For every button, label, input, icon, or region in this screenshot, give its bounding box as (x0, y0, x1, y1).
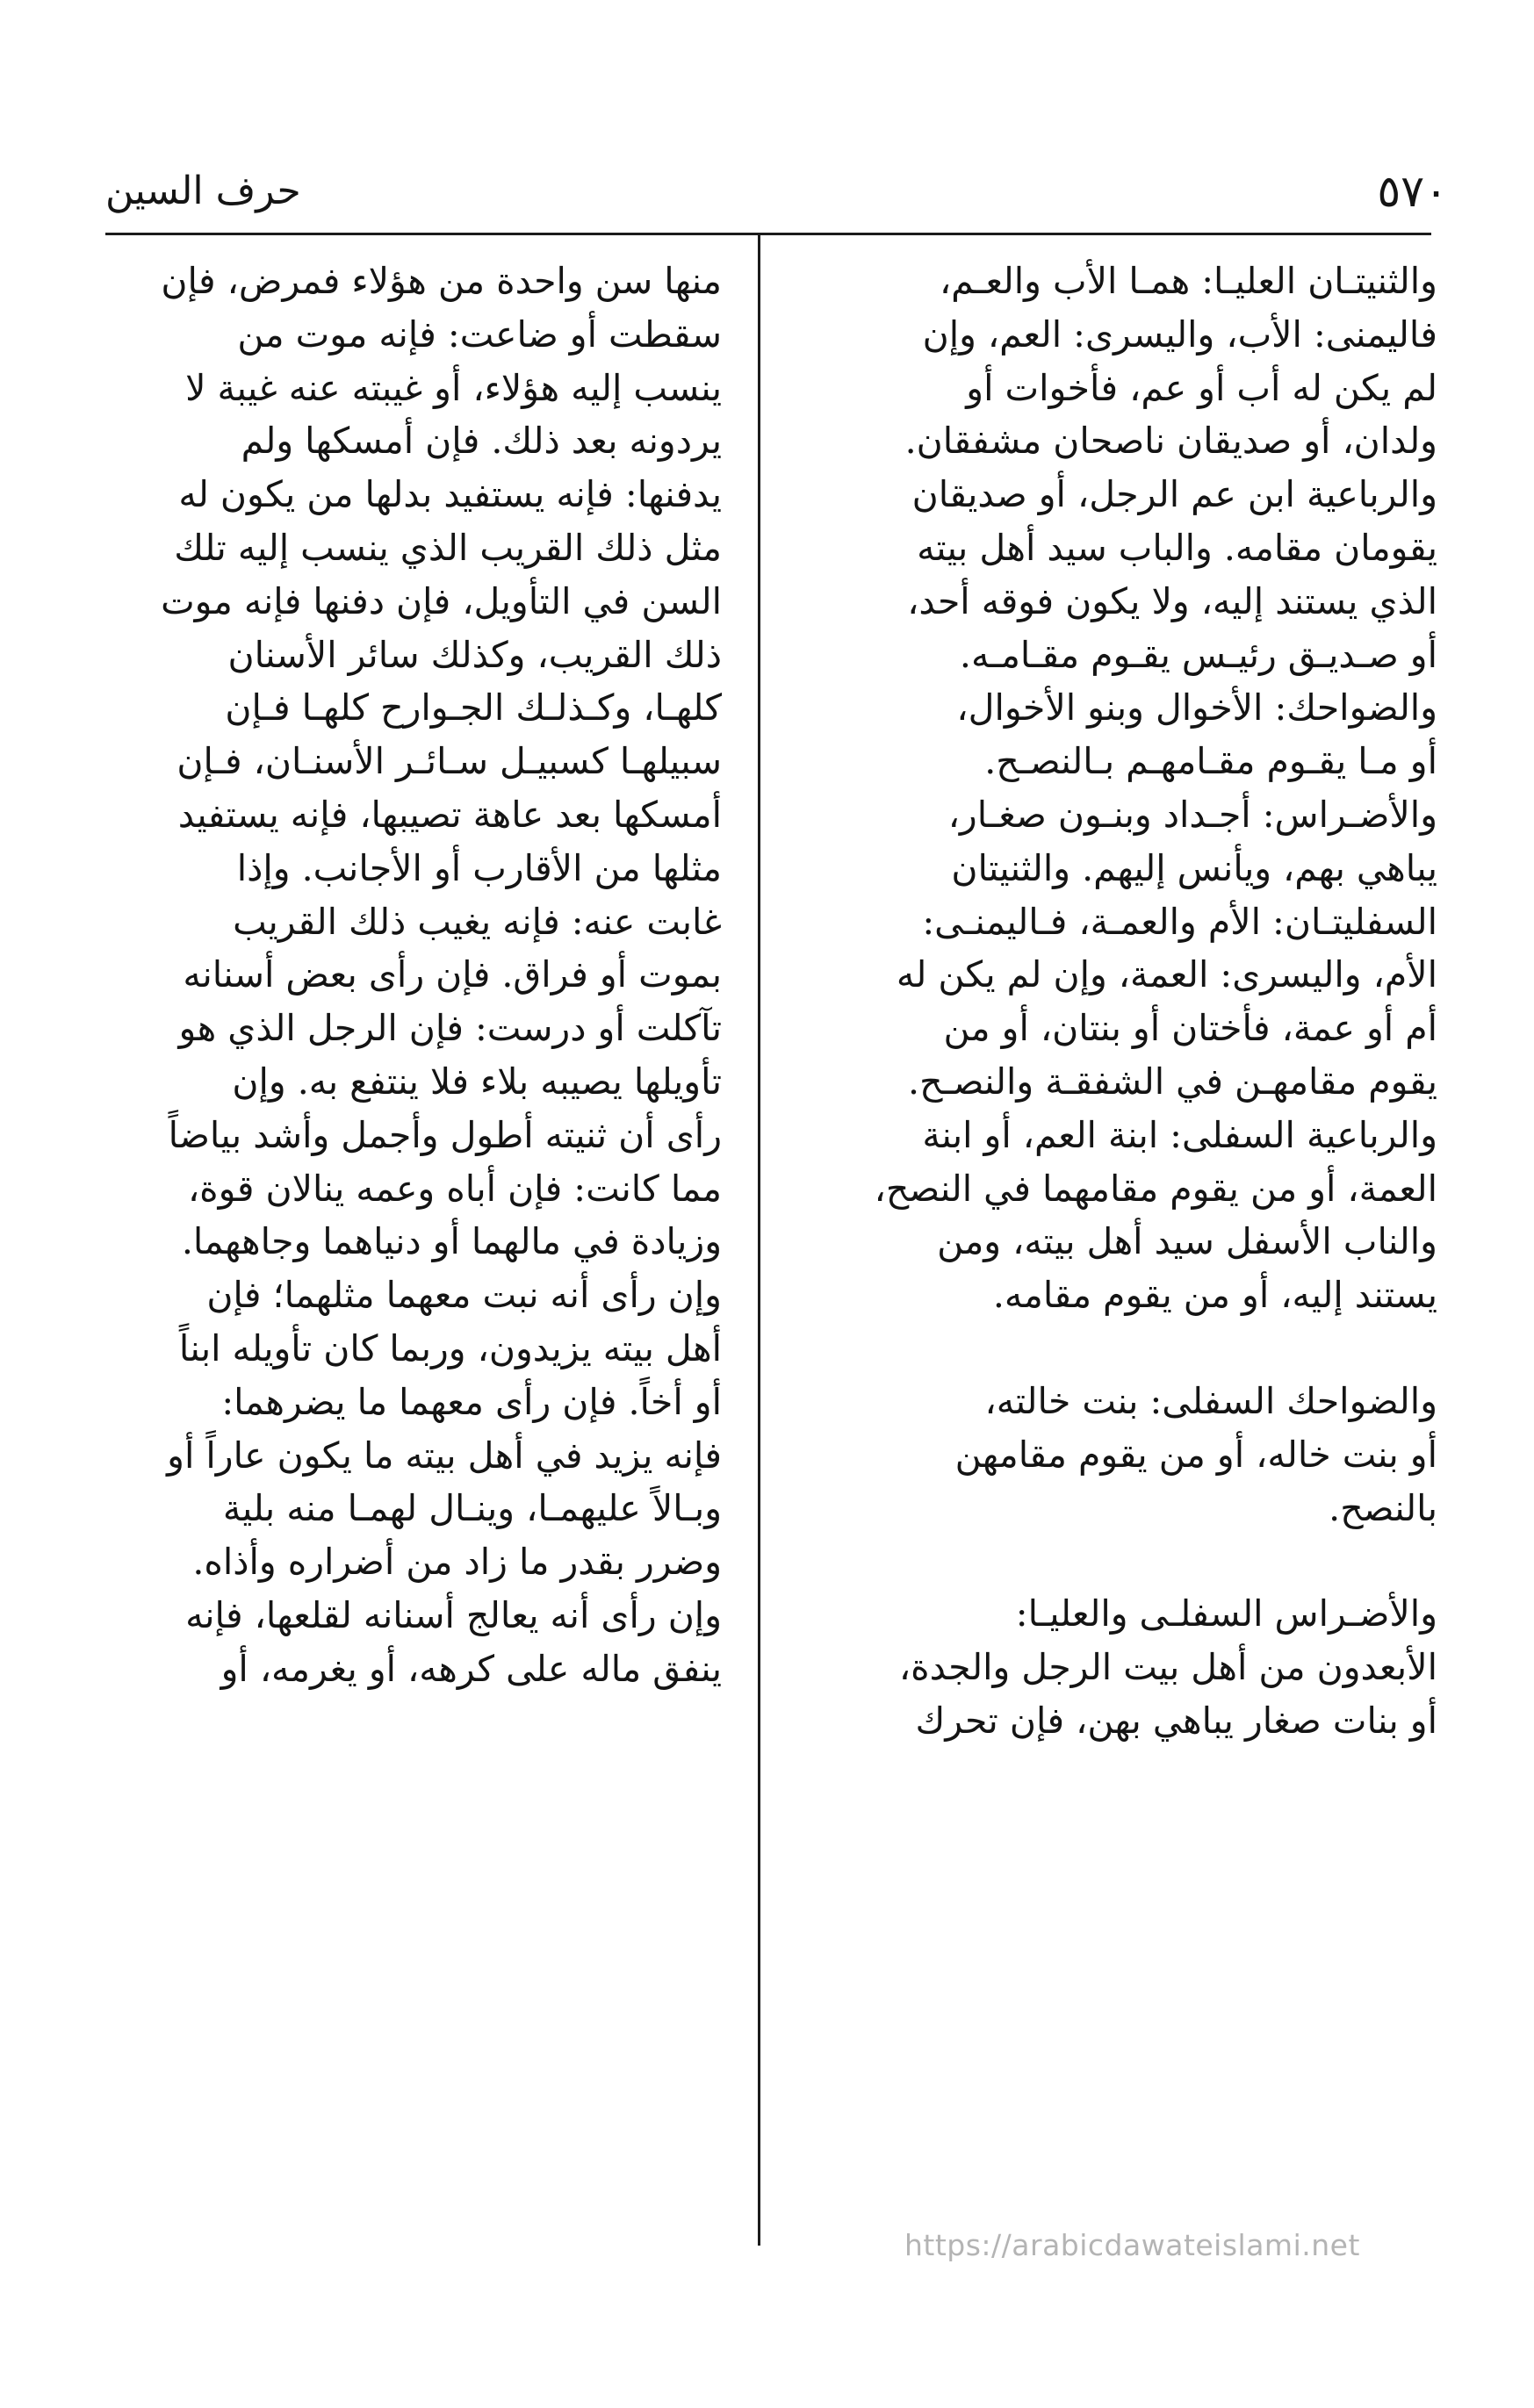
text-line: الأبعدون من أهل بيت الرجل والجدة، (898, 1646, 1437, 1689)
watermark: https://arabicdawateislami.net (904, 2228, 1360, 2262)
text-line: ينسب إليه هؤلاء، أو غيبته عنه غيبة لا (185, 366, 722, 409)
text-line: وزيادة في مالهما أو دنياهما وجاههما. (181, 1220, 722, 1263)
text-line: أو أخاً. فإن رأى معهما ما يضرهما: (221, 1380, 722, 1423)
paragraph (840, 255, 1437, 1322)
text-line: يقوم مقامهـن في الشفقـة والنصـح. (908, 1060, 1437, 1103)
text-line: يدفنها: فإنه يستفيد بدلها من يكون له (178, 473, 722, 516)
text-line: مما كانت: فإن أباه وعمه ينالان قوة، (187, 1167, 722, 1210)
text-line: بالنصح. (1329, 1486, 1437, 1529)
text-line: ذلك القريب، وكذلك سائر الأسنان (227, 633, 722, 676)
column-divider (758, 235, 760, 2246)
text-line: والناب الأسفل سيد أهل بيته، ومن (937, 1220, 1437, 1263)
header-rule (105, 233, 1431, 235)
text-line: العمة، أو من يقوم مقامهما في النصح، (874, 1167, 1437, 1210)
text-line: الأم، واليسرى: العمة، وإن لم يكن له (896, 953, 1437, 996)
text-line: سبيلهـا كسبيـل سـائـر الأسنـان، فـإن (176, 740, 722, 783)
paragraph-gap (840, 1322, 1437, 1375)
text-line: والرباعية ابن عم الرجل، أو صديقان (911, 473, 1437, 516)
text-line: فاليمنى: الأب، واليسرى: العم، وإن (922, 313, 1437, 356)
text-line: أهل بيته يزيدون، وربما كان تأويله ابناً (178, 1326, 722, 1369)
text-line: وبـالاً عليهمـا، وينـال لهمـا منه بلية (222, 1487, 722, 1530)
chapter-title: حرف السين (105, 169, 301, 213)
paragraph-gap (840, 1535, 1437, 1587)
text-line: والأضـراس السفلـى والعليـا: (1015, 1592, 1437, 1635)
text-line: ينفق ماله على كرهه، أو يغرمه، أو (220, 1647, 722, 1690)
text-line: وإن رأى أنه نبت معهما مثلهما؛ فإن (206, 1274, 722, 1317)
text-line: رأى أن ثنيته أطول وأجمل وأشد بياضاً (168, 1113, 722, 1156)
page-number: ٥٧٠ (1377, 166, 1448, 217)
text-line: ولدان، أو صديقان ناصحان مشفقان. (904, 420, 1437, 463)
text-line: تآكلت أو درست: فإن الرجل الذي هو (178, 1007, 722, 1050)
paragraph (840, 1587, 1437, 1747)
text-line: أو بنات صغار يباهي بهن، فإن تحرك (915, 1699, 1437, 1742)
text-line: السفليتـان: الأم والعمـة، فـاليمنـى: (922, 900, 1437, 943)
text-line: يباهي بهم، ويأنس إليهم. والثنيتان (951, 846, 1437, 889)
text-line: مثل ذلك القريب الذي ينسب إليه تلك (174, 526, 722, 569)
text-line: أمسكها بعد عاهة تصيبها، فإنه يستفيد (177, 793, 722, 836)
text-line: والرباعية السفلى: ابنة العم، أو ابنة (922, 1113, 1437, 1156)
text-line: وضرر بقدر ما زاد من أضراره وأذاه. (192, 1541, 722, 1584)
right-column (840, 255, 1437, 1748)
text-line: وإن رأى أنه يعالج أسنانه لقلعها، فإنه (185, 1593, 722, 1636)
paragraph (840, 1375, 1437, 1535)
text-line: لم يكن له أب أو عم، فأخوات أو (966, 366, 1437, 409)
left-column (107, 255, 722, 1696)
text-line: الذي يستند إليه، ولا يكون فوقه أحد، (907, 579, 1437, 622)
text-line: والضواحك السفلى: بنت خالته، (984, 1379, 1437, 1422)
text-line: السن في التأويل، فإن دفنها فإنه موت (161, 579, 722, 622)
text-line: أم أو عمة، فأختان أو بنتان، أو من (943, 1007, 1437, 1050)
text-line: سقطت أو ضاعت: فإنه موت من (237, 313, 722, 356)
text-line: تأويلها يصيبه بلاء فلا ينتفع به. وإن (232, 1060, 722, 1103)
text-line: بموت أو فراق. فإن رأى بعض أسنانه (183, 953, 722, 996)
text-line: فإنه يزيد في أهل بيته ما يكون عاراً أو (167, 1434, 722, 1477)
text-line: والأضـراس: أجـداد وبنـون صغـار، (947, 793, 1437, 836)
text-line: مثلها من الأقارب أو الأجانب. وإذا (236, 846, 722, 889)
text-line: يستند إليه، أو من يقوم مقامه. (992, 1274, 1437, 1317)
text-line: أو بنت خاله، أو من يقوم مقامهن (954, 1433, 1437, 1476)
text-line: أو صـديـق رئيـس يقـوم مقـامـه. (959, 633, 1437, 676)
text-line: غابت عنه: فإنه يغيب ذلك القريب (233, 900, 722, 943)
text-line: أو مـا يقـوم مقـامهـم بـالنصـح. (984, 740, 1437, 783)
text-line: منها سن واحدة من هؤلاء فمرض، فإن (161, 260, 722, 302)
text-line: يردونه بعد ذلك. فإن أمسكها ولم (241, 420, 722, 463)
text-line: والثنيتـان العليـا: همـا الأب والعـم، (939, 260, 1437, 302)
text-line: يقومان مقامه. والباب سيد أهل بيته (917, 526, 1437, 569)
text-line: والضواحك: الأخوال وبنو الأخوال، (956, 686, 1437, 730)
text-line: كلهـا، وكـذلـك الجـوارح كلهـا فـإن (225, 686, 722, 730)
